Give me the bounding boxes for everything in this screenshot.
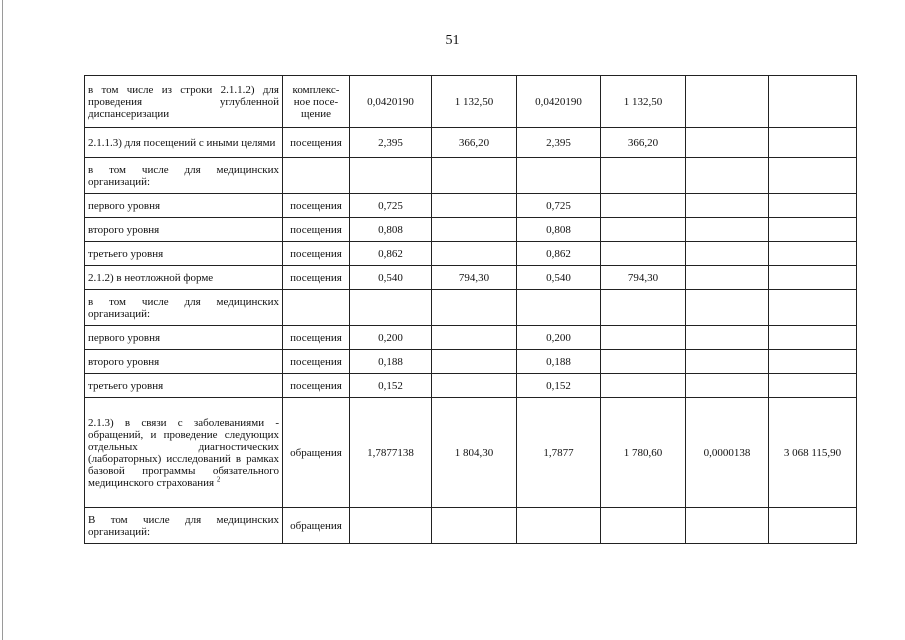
unit-cell (283, 194, 350, 218)
value-cell-c5 (686, 158, 769, 194)
row-name: первого уровня (88, 331, 161, 344)
value-cell-c4 (601, 128, 686, 158)
row-name: второго уровня (88, 355, 160, 368)
unit-cell (283, 242, 350, 266)
value-cell-c3 (517, 326, 601, 350)
unit: обращения (290, 519, 342, 532)
value-cell-c2 (432, 128, 517, 158)
value-cell-c6 (769, 266, 857, 290)
table-row (85, 374, 857, 398)
value: 0,808 (378, 223, 403, 236)
value-cell-c5 (686, 290, 769, 326)
table-row (85, 158, 857, 194)
unit: посещения (290, 223, 342, 236)
value-cell-c4 (601, 76, 686, 128)
value: 794,30 (458, 271, 490, 284)
value-cell-c4 (601, 398, 686, 508)
row-name: в том числе для медицинских организаций: (88, 295, 279, 320)
value-cell-c6 (769, 350, 857, 374)
value-cell-c3 (517, 76, 601, 128)
value-cell-c1 (350, 398, 432, 508)
value-cell-c3 (517, 194, 601, 218)
value-cell-c4 (601, 194, 686, 218)
unit-cell (283, 128, 350, 158)
table-row (85, 218, 857, 242)
table-row (85, 326, 857, 350)
value-cell-c2 (432, 242, 517, 266)
row-name-cell (85, 128, 283, 158)
value: 2,395 (378, 136, 403, 149)
value: 0,0420190 (367, 95, 414, 108)
value-cell-c5 (686, 398, 769, 508)
row-name: второго уровня (88, 223, 160, 236)
row-name: третьего уровня (88, 247, 164, 260)
row-name-cell (85, 326, 283, 350)
unit: посещения (290, 247, 342, 260)
value: 0,862 (546, 247, 571, 260)
value: 0,188 (546, 355, 571, 368)
unit: посещения (290, 379, 342, 392)
value: 0,725 (546, 199, 571, 212)
row-name-cell (85, 374, 283, 398)
row-name-cell (85, 242, 283, 266)
row-name-cell (85, 350, 283, 374)
unit: посещения (290, 355, 342, 368)
table-row (85, 508, 857, 544)
value-cell-c3 (517, 242, 601, 266)
unit-cell (283, 76, 350, 128)
value-cell-c5 (686, 266, 769, 290)
value-cell-c4 (601, 290, 686, 326)
value-cell-c1 (350, 326, 432, 350)
value: 0,808 (546, 223, 571, 236)
value: 0,725 (378, 199, 403, 212)
value-cell-c5 (686, 350, 769, 374)
table-row (85, 398, 857, 508)
unit-cell (283, 326, 350, 350)
value-cell-c1 (350, 508, 432, 544)
unit-cell (283, 266, 350, 290)
value-cell-c1 (350, 128, 432, 158)
row-name: 2.1.3) в связи с заболеваниями - обращений, и проведение следующих отдельных диагностических (лабораторных) исследований в рамках базовой программы обязательного медицинского страхования (88, 416, 279, 489)
row-name-cell (85, 290, 283, 326)
value-cell-c2 (432, 398, 517, 508)
value-cell-c2 (432, 350, 517, 374)
value-cell-c2 (432, 158, 517, 194)
value-cell-c2 (432, 326, 517, 350)
value-cell-c3 (517, 374, 601, 398)
value: 1 804,30 (454, 446, 494, 459)
value-cell-c4 (601, 242, 686, 266)
unit-cell (283, 508, 350, 544)
row-name-cell (85, 194, 283, 218)
value: 0,152 (546, 379, 571, 392)
value: 0,540 (378, 271, 403, 284)
unit: обращения (290, 446, 342, 459)
value-cell-c5 (686, 326, 769, 350)
value: 0,200 (546, 331, 571, 344)
value: 0,0420190 (535, 95, 582, 108)
value-cell-c4 (601, 350, 686, 374)
row-name-cell (85, 266, 283, 290)
value: 0,188 (378, 355, 403, 368)
value-cell-c6 (769, 290, 857, 326)
unit-cell (283, 398, 350, 508)
value-cell-c6 (769, 508, 857, 544)
value-cell-c4 (601, 508, 686, 544)
value-cell-c5 (686, 508, 769, 544)
value-cell-c4 (601, 374, 686, 398)
value-cell-c4 (601, 158, 686, 194)
value-cell-c4 (601, 218, 686, 242)
value-cell-c2 (432, 290, 517, 326)
table-row (85, 350, 857, 374)
value-cell-c5 (686, 76, 769, 128)
value: 1 780,60 (623, 446, 663, 459)
unit-cell (283, 290, 350, 326)
value: 0,152 (378, 379, 403, 392)
row-name: 2.1.2) в неотложной форме (88, 271, 214, 284)
unit-cell (283, 374, 350, 398)
table-row (85, 128, 857, 158)
value-cell-c6 (769, 242, 857, 266)
value-cell-c2 (432, 266, 517, 290)
value-cell-c3 (517, 508, 601, 544)
value-cell-c4 (601, 266, 686, 290)
value-cell-c2 (432, 76, 517, 128)
unit: посещения (290, 331, 342, 344)
footnote-marker: 2 (216, 474, 221, 483)
value-cell-c6 (769, 76, 857, 128)
value-cell-c3 (517, 158, 601, 194)
value-cell-c5 (686, 218, 769, 242)
value-cell-c6 (769, 194, 857, 218)
value: 366,20 (627, 136, 659, 149)
value: 0,0000138 (703, 446, 751, 459)
value-cell-c2 (432, 374, 517, 398)
page-number: 51 (445, 33, 460, 48)
value-cell-c4 (601, 326, 686, 350)
value-cell-c3 (517, 290, 601, 326)
value-cell-c5 (686, 374, 769, 398)
value-cell-c1 (350, 242, 432, 266)
value: 0,540 (546, 271, 571, 284)
value: 2,395 (546, 136, 571, 149)
row-name: первого уровня (88, 199, 161, 212)
value-cell-c2 (432, 218, 517, 242)
value-cell-c5 (686, 242, 769, 266)
unit: посещения (290, 136, 342, 149)
table-row (85, 266, 857, 290)
value: 366,20 (458, 136, 490, 149)
value-cell-c1 (350, 266, 432, 290)
value: 1 132,50 (623, 95, 663, 108)
value-cell-c6 (769, 218, 857, 242)
value-cell-c3 (517, 350, 601, 374)
row-name: в том числе из строки 2.1.1.2) для проведения углубленной диспансеризации (88, 83, 279, 120)
row-name: в том числе для медицинских организаций: (88, 163, 279, 188)
value-cell-c1 (350, 194, 432, 218)
value-cell-c3 (517, 218, 601, 242)
unit: посещения (290, 199, 342, 212)
table-row (85, 242, 857, 266)
value-cell-c1 (350, 290, 432, 326)
row-name-cell (85, 508, 283, 544)
value-cell-c6 (769, 128, 857, 158)
row-name-cell (85, 218, 283, 242)
row-name: третьего уровня (88, 379, 164, 392)
value-cell-c6 (769, 158, 857, 194)
value-cell-c6 (769, 398, 857, 508)
value-cell-c1 (350, 374, 432, 398)
row-name: 2.1.1.3) для посещений с иными целями (88, 136, 276, 149)
row-name-cell (85, 158, 283, 194)
value: 794,30 (627, 271, 659, 284)
row-name-cell (85, 76, 283, 128)
value-cell-c3 (517, 398, 601, 508)
value-cell-c1 (350, 218, 432, 242)
value: 0,200 (378, 331, 403, 344)
row-name: В том числе для медицинских организаций: (88, 513, 279, 538)
value: 1,7877 (543, 446, 574, 459)
unit: посещения (290, 271, 342, 284)
value: 0,862 (378, 247, 403, 260)
value-cell-c2 (432, 194, 517, 218)
unit-cell (283, 350, 350, 374)
table-row (85, 76, 857, 128)
value: 3 068 115,90 (783, 446, 842, 459)
value-cell-c3 (517, 266, 601, 290)
value: 1,7877138 (367, 446, 414, 459)
data-table (84, 75, 857, 544)
table-row (85, 290, 857, 326)
row-name-cell (85, 398, 283, 508)
value-cell-c1 (350, 158, 432, 194)
table-row (85, 194, 857, 218)
value: 1 132,50 (454, 95, 494, 108)
value-cell-c5 (686, 128, 769, 158)
value-cell-c6 (769, 326, 857, 350)
value-cell-c1 (350, 76, 432, 128)
value-cell-c5 (686, 194, 769, 218)
value-cell-c3 (517, 128, 601, 158)
unit: комплекс-ное посе-щение (292, 83, 340, 120)
value-cell-c6 (769, 374, 857, 398)
unit-cell (283, 158, 350, 194)
value-cell-c2 (432, 508, 517, 544)
value-cell-c1 (350, 350, 432, 374)
page-edge-line (2, 0, 3, 640)
unit-cell (283, 218, 350, 242)
